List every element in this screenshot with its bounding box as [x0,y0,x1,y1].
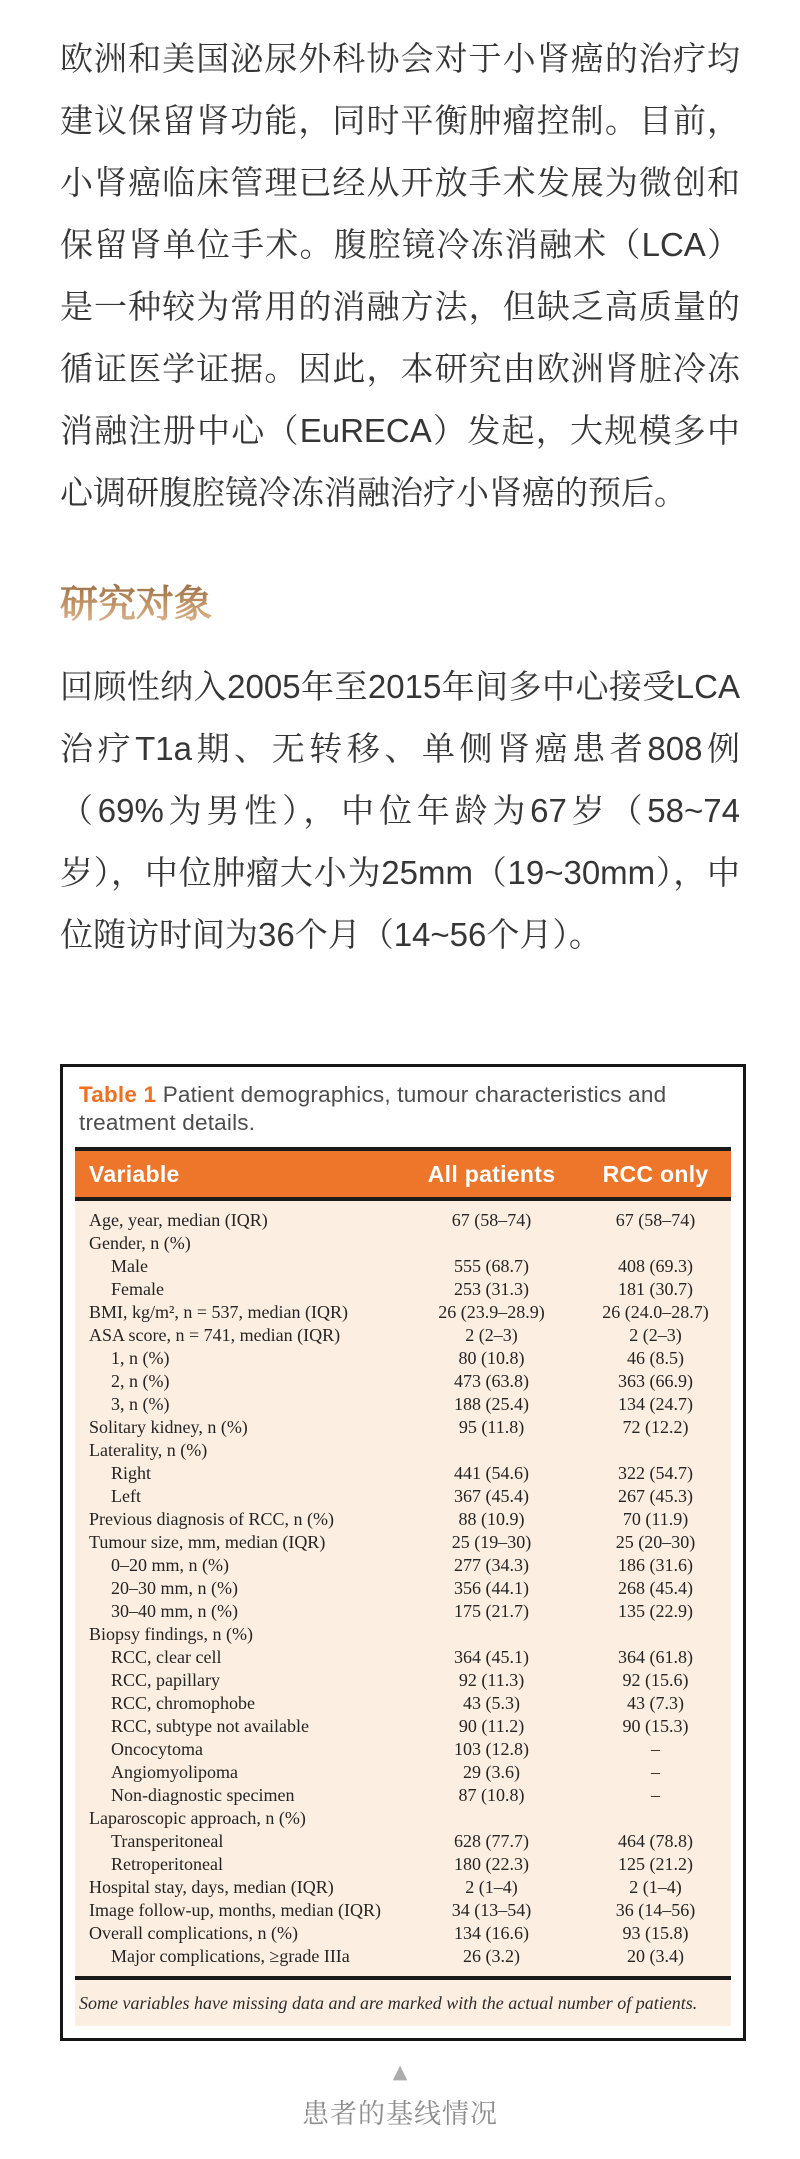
rcc-only-value: – [651,1762,661,1782]
rcc-only-value: 90 (15.3) [622,1716,689,1736]
row-label: Tumour size, mm, median (IQR) [89,1532,326,1552]
rcc-only-value: 135 (22.9) [618,1601,694,1621]
all-patients-value: 43 (5.3) [463,1693,521,1713]
figure-caption: 患者的基线情况 [302,2099,498,2129]
rcc-only-value: – [651,1785,661,1805]
rcc-only-value: 464 (78.8) [618,1831,694,1851]
table-body-wrap [75,1147,731,2026]
rcc-only-value: 2 (1–4) [629,1877,682,1897]
row-label: Major complications, ≥grade IIIa [111,1946,350,1966]
table-row [75,1738,731,1761]
table-caption-text: Patient demographics, tumour characteristics and treatment details. [79,1082,667,1135]
rcc-only-value: 72 (12.2) [622,1417,689,1437]
table-row [75,1945,731,1978]
row-label: 20–30 mm, n (%) [111,1578,238,1598]
all-patients-value: 441 (54.6) [454,1463,530,1483]
all-patients-value: 25 (19–30) [451,1532,532,1552]
table-row [75,1784,731,1807]
rcc-only-value: 70 (11.9) [622,1509,689,1529]
all-patients-value: 95 (11.8) [458,1417,525,1437]
table-row [75,1278,731,1301]
table-row [75,1324,731,1347]
table-row [75,1623,731,1646]
all-patients-value: 364 (45.1) [454,1647,530,1667]
table-row [75,1830,731,1853]
row-label: BMI, kg/m², n = 537, median (IQR) [89,1302,349,1322]
all-patients-value: 2 (1–4) [465,1877,518,1897]
table-row [75,1669,731,1692]
table-row [75,1853,731,1876]
table-row [75,1922,731,1945]
all-patients-value [403,1807,580,1830]
row-label: Image follow-up, months, median (IQR) [89,1900,381,1920]
table-row [75,1232,731,1255]
rcc-only-value [580,1623,731,1646]
all-patients-value: 175 (21.7) [454,1601,530,1621]
row-label: Gender, n (%) [89,1233,191,1253]
table-row [75,1301,731,1324]
row-label: Overall complications, n (%) [89,1923,298,1943]
table-row [75,1761,731,1784]
row-label: Laterality, n (%) [89,1440,208,1460]
table-row [75,1462,731,1485]
all-patients-value: 67 (58–74) [451,1210,532,1230]
rcc-only-value [580,1807,731,1830]
table-row [75,1577,731,1600]
row-label: Female [111,1279,164,1299]
all-patients-value: 26 (23.9–28.9) [438,1302,545,1322]
all-patients-value: 356 (44.1) [454,1578,530,1598]
table-row [75,1692,731,1715]
table-row [75,1554,731,1577]
table-caption-label: Table 1 [79,1082,157,1107]
rcc-only-value: 186 (31.6) [618,1555,694,1575]
all-patients-value: 277 (34.3) [454,1555,530,1575]
row-label: 2, n (%) [111,1371,170,1391]
rcc-only-value: 268 (45.4) [618,1578,694,1598]
table-caption [79,1081,729,1137]
rcc-only-value: – [651,1739,661,1759]
row-label: Retroperitoneal [111,1854,223,1874]
rcc-only-value: 93 (15.8) [622,1923,689,1943]
rcc-only-value: 20 (3.4) [627,1946,685,1966]
rcc-only-value [580,1232,731,1255]
row-label: 30–40 mm, n (%) [111,1601,238,1621]
table-row [75,1807,731,1830]
row-label: Left [111,1486,141,1506]
table-row [75,1393,731,1416]
all-patients-value: 134 (16.6) [454,1923,530,1943]
table-row [75,1600,731,1623]
table-row [75,1416,731,1439]
table-row [75,1715,731,1738]
row-label: RCC, subtype not available [111,1716,309,1736]
table-row [75,1876,731,1899]
row-label: Hospital stay, days, median (IQR) [89,1877,334,1897]
all-patients-value [403,1439,580,1462]
all-patients-value: 90 (11.2) [458,1716,525,1736]
all-patients-value: 87 (10.8) [458,1785,525,1805]
all-patients-value: 367 (45.4) [454,1486,530,1506]
table-footnote: Some variables have missing data and are marked with the actual number of patients. [79,1993,698,2013]
rcc-only-value: 267 (45.3) [618,1486,694,1506]
row-label: Right [111,1463,152,1483]
row-label: Laparoscopic approach, n (%) [89,1808,306,1828]
all-patients-value: 80 (10.8) [458,1348,525,1368]
row-label: 0–20 mm, n (%) [111,1555,229,1575]
column-header-variable: Variable [75,1149,403,1199]
row-label: Angiomyolipoma [111,1762,238,1782]
rcc-only-value: 364 (61.8) [618,1647,694,1667]
all-patients-value: 180 (22.3) [454,1854,530,1874]
cohort-paragraph: 回顾性纳入2005年至2015年间多中心接受LCA治疗T1a期、无转移、单侧肾癌患者808例（69%为男性），中位年龄为67岁（58~74岁），中位肿瘤大小为25mm（19~30mm），中位随访时间为36个月（14~56个月）。 [60,668,740,953]
table-row [75,1485,731,1508]
rcc-only-value: 134 (24.7) [618,1394,694,1414]
rcc-only-value: 408 (69.3) [618,1256,694,1276]
all-patients-value: 555 (68.7) [454,1256,530,1276]
table-row [75,1508,731,1531]
row-label: RCC, chromophobe [111,1693,255,1713]
rcc-only-value: 2 (2–3) [629,1325,682,1345]
all-patients-value: 88 (10.9) [458,1509,525,1529]
rcc-only-value: 43 (7.3) [627,1693,685,1713]
all-patients-value: 34 (13–54) [451,1900,532,1920]
all-patients-value: 628 (77.7) [454,1831,530,1851]
all-patients-value: 29 (3.6) [463,1762,521,1782]
all-patients-value: 188 (25.4) [454,1394,530,1414]
all-patients-value: 2 (2–3) [465,1325,518,1345]
row-label: 3, n (%) [111,1394,170,1414]
all-patients-value: 253 (31.3) [454,1279,530,1299]
all-patients-value: 103 (12.8) [454,1739,530,1759]
table-row [75,1370,731,1393]
row-label: Transperitoneal [111,1831,224,1851]
table-row [75,1646,731,1669]
table-row [75,1439,731,1462]
rcc-only-value: 92 (15.6) [622,1670,689,1690]
column-header-all-patients: All patients [403,1149,580,1199]
rcc-only-value: 26 (24.0–28.7) [602,1302,709,1322]
rcc-only-value: 36 (14–56) [615,1900,696,1920]
rcc-only-value: 25 (20–30) [615,1532,696,1552]
row-label: Previous diagnosis of RCC, n (%) [89,1509,334,1529]
table-figure [60,1064,746,2041]
row-label: Solitary kidney, n (%) [89,1417,248,1437]
table-row [75,1347,731,1370]
rcc-only-value [580,1439,731,1462]
row-label: 1, n (%) [111,1348,170,1368]
rcc-only-value: 363 (66.9) [618,1371,694,1391]
column-header-rcc-only: RCC only [580,1149,731,1199]
rcc-only-value: 67 (58–74) [615,1210,696,1230]
all-patients-value: 473 (63.8) [454,1371,530,1391]
table-row [75,1531,731,1554]
table-header-row [75,1149,731,1199]
figure-caption-block [60,2061,740,2131]
table-row [75,1899,731,1922]
section-title: 研究对象 [60,580,212,630]
row-label: Biopsy findings, n (%) [89,1624,253,1644]
all-patients-value [403,1623,580,1646]
intro-paragraph: 欧洲和美国泌尿外科协会对于小肾癌的治疗均建议保留肾功能，同时平衡肿瘤控制。目前，小肾癌临床管理已经从开放手术发展为微创和保留肾单位手术。腹腔镜冷冻消融术（LCA）是一种较为常用的消融方法，但缺乏高质量的循证医学证据。因此，本研究由欧洲肾脏冷冻消融注册中心（EuRECA）发起，大规模多中心调研腹腔镜冷冻消融治疗小肾癌的预后。 [60,40,740,511]
rcc-only-value: 181 (30.7) [618,1279,694,1299]
row-label: Age, year, median (IQR) [89,1210,268,1230]
row-label: ASA score, n = 741, median (IQR) [89,1325,341,1345]
row-label: Non-diagnostic specimen [111,1785,295,1805]
rcc-only-value: 322 (54.7) [618,1463,694,1483]
table-row [75,1255,731,1278]
row-label: RCC, clear cell [111,1647,222,1667]
demographics-table [75,1147,731,1980]
rcc-only-value: 125 (21.2) [618,1854,694,1874]
all-patients-value [403,1232,580,1255]
all-patients-value: 26 (3.2) [463,1946,521,1966]
table-row [75,1199,731,1232]
triangle-up-icon: ▲ [392,2061,408,2083]
all-patients-value: 92 (11.3) [458,1670,525,1690]
row-label: Oncocytoma [111,1739,203,1759]
rcc-only-value: 46 (8.5) [627,1348,685,1368]
row-label: RCC, papillary [111,1670,220,1690]
row-label: Male [111,1256,148,1276]
